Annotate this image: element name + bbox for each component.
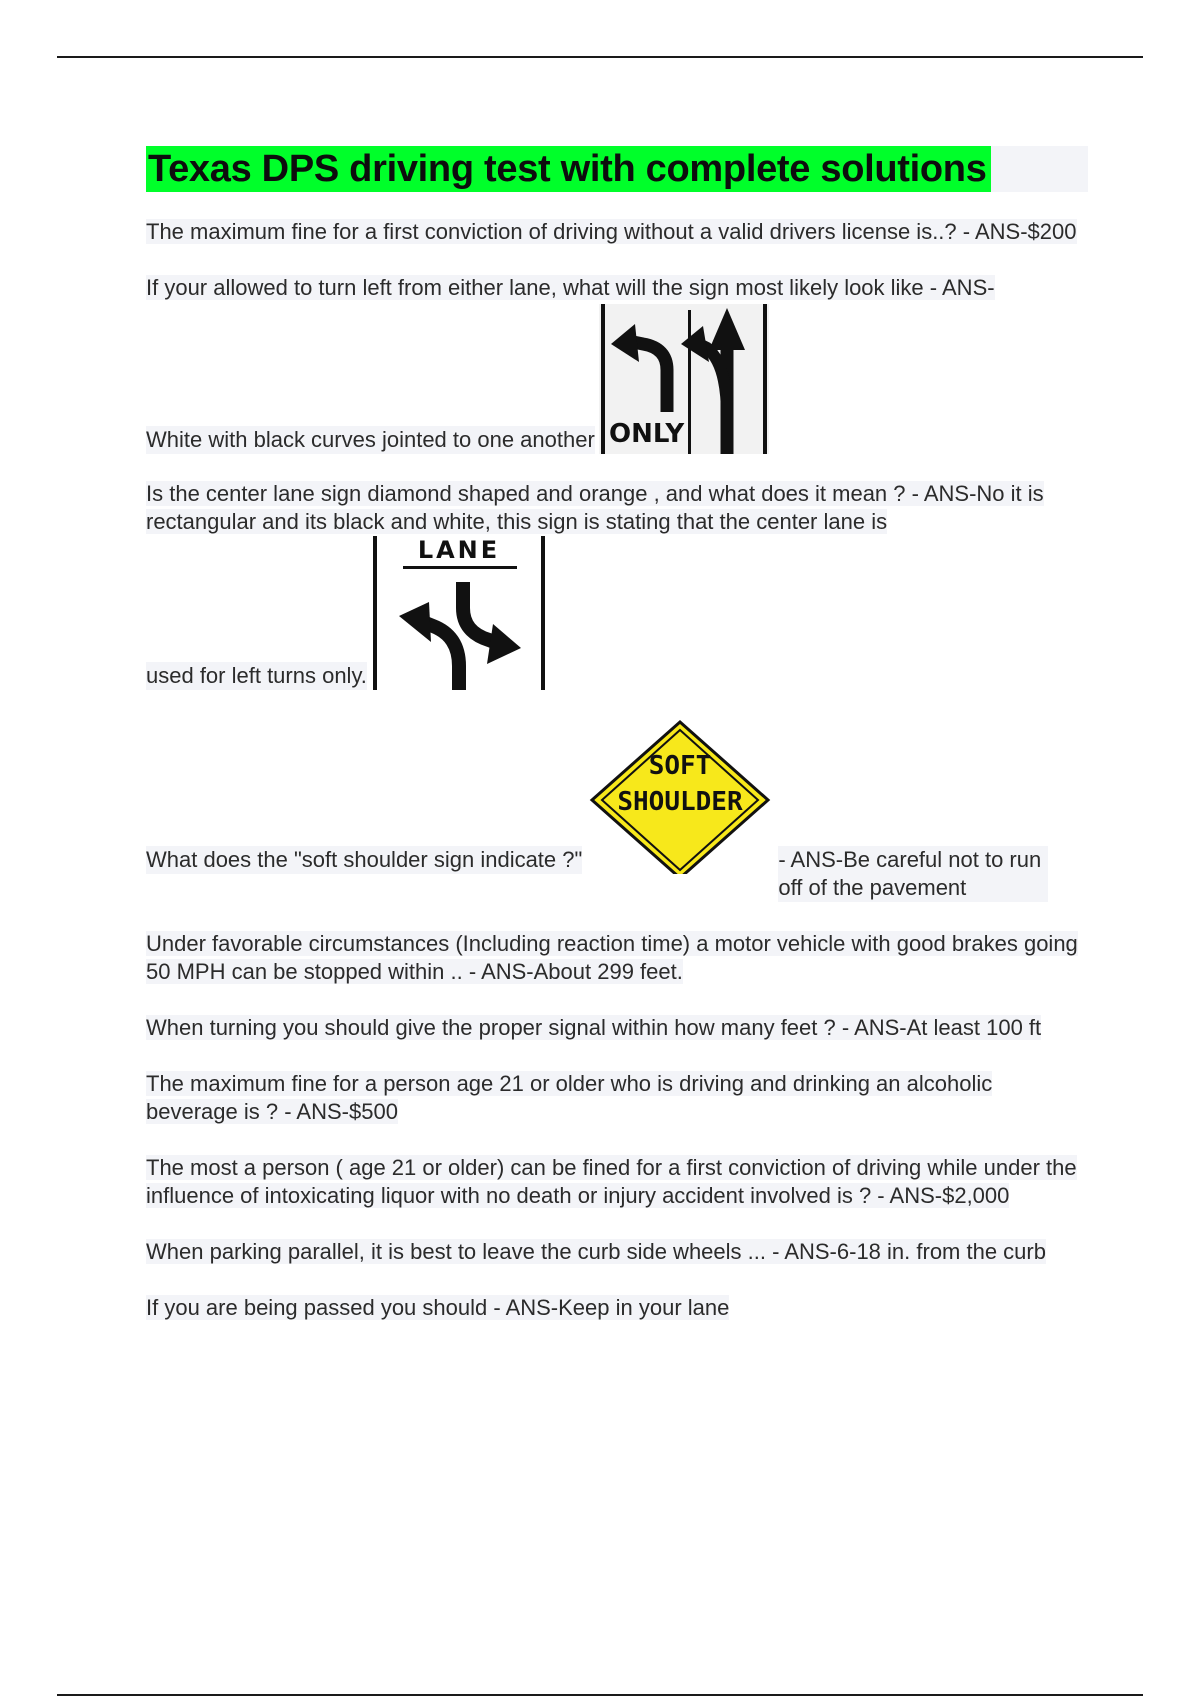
qa-text: The maximum fine for a first conviction of driving without a valid drivers license is..? - ANS-$200 (146, 219, 1077, 244)
qa-answer-text: White with black curves jointed to one another (146, 427, 595, 452)
qa-item-8 (146, 1154, 1088, 1210)
qa-item-7 (146, 1070, 1088, 1126)
document-title: Texas DPS driving test with complete solutions (146, 146, 991, 192)
left-turn-lanes-sign-image (599, 304, 769, 454)
qa-text: Is the center lane sign diamond shaped and orange , and what does it mean ? - ANS-No it is rectangular and its black and white, this sign is stating that the center lane is (146, 481, 1044, 534)
title-bar (146, 146, 1088, 192)
soft-shoulder-sign-image (588, 720, 772, 874)
qa-text: If your allowed to turn left from either lane, what will the sign most likely look like - ANS- (146, 275, 995, 300)
qa-text: When turning you should give the proper signal within how many feet ? - ANS-At least 100 ft (146, 1015, 1042, 1040)
qa-answer-text: used for left turns only. (146, 663, 367, 688)
sign-label-shoulder: SHOULDER (617, 787, 743, 817)
qa-item-4 (146, 720, 1088, 902)
qa-item-6 (146, 1014, 1088, 1042)
sign-label-soft: SOFT (649, 751, 712, 781)
qa-item-3 (146, 480, 1088, 690)
qa-item-2 (146, 274, 1088, 454)
top-rule (57, 56, 1143, 58)
sign-label-only: ONLY (608, 419, 685, 449)
center-lane-left-turn-sign-image (371, 536, 551, 690)
qa-text: The most a person ( age 21 or older) can be fined for a first conviction of driving while under the influence of intoxicating liquor with no death or injury accident involved is ? - ANS-$2,000 (146, 1155, 1077, 1208)
qa-text: The maximum fine for a person age 21 or older who is driving and drinking an alcoholic beverage is ? - ANS-$500 (146, 1071, 993, 1124)
qa-item-1 (146, 218, 1088, 246)
qa-text: Under favorable circumstances (Including reaction time) a motor vehicle with good brakes going 50 MPH can be stopped within .. - ANS-About 299 feet. (146, 931, 1078, 984)
qa-item-9 (146, 1238, 1088, 1266)
qa-text: If you are being passed you should - ANS-Keep in your lane (146, 1295, 730, 1320)
qa-item-5 (146, 930, 1088, 986)
qa-text: When parking parallel, it is best to leave the curb side wheels ... - ANS-6-18 in. from the curb (146, 1239, 1046, 1264)
sign-label-lane: LANE (417, 536, 501, 564)
bottom-rule (57, 1694, 1143, 1696)
document-body (146, 146, 1088, 1350)
qa-text: What does the "soft shoulder sign indicate ?" (146, 847, 583, 872)
qa-item-10 (146, 1294, 1088, 1322)
qa-answer-text: - ANS-Be careful not to run off of the pavement (778, 846, 1048, 902)
